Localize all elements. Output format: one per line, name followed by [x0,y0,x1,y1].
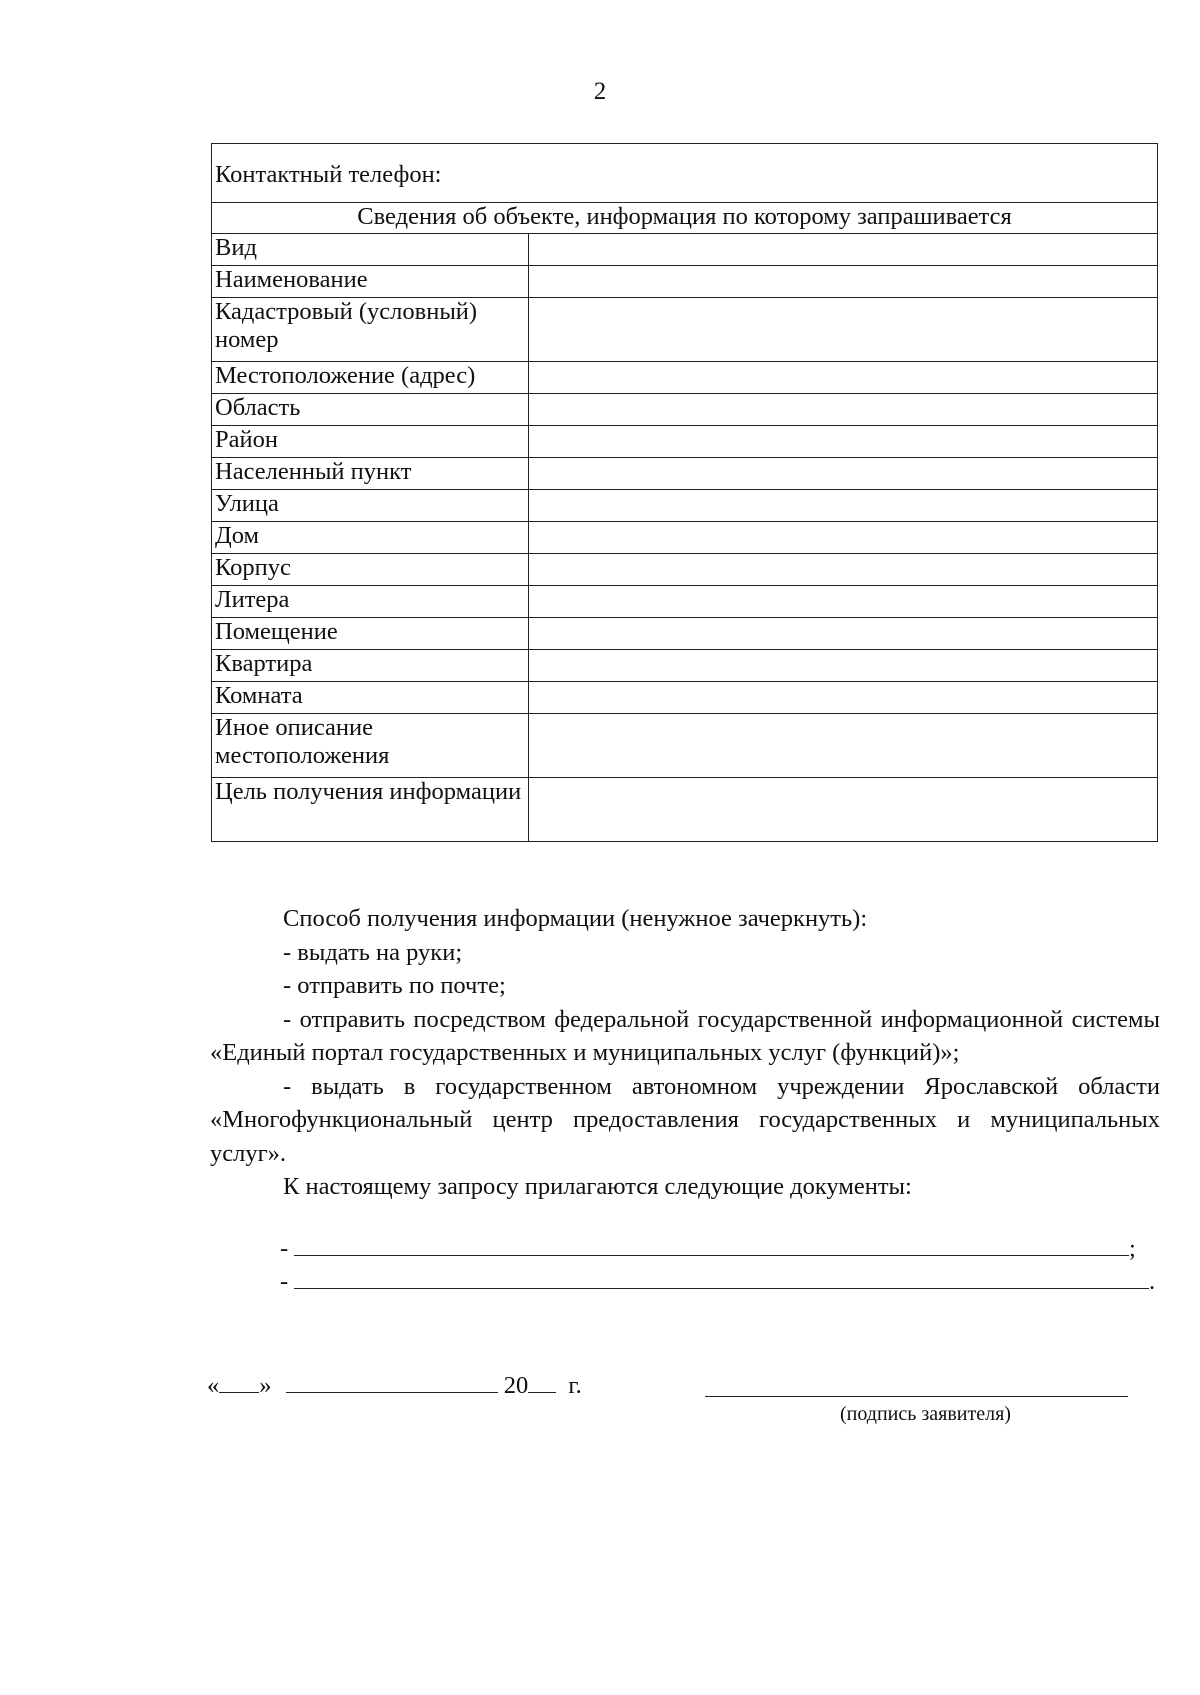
row-label-type: Вид [212,234,529,266]
attachment-line-1[interactable] [280,1233,1136,1263]
row-label-letter: Литера [212,586,529,618]
method-item-hand: - выдать на руки; [283,938,463,966]
method-item-mail: - отправить по почте; [283,972,506,999]
day-blank[interactable] [219,1372,259,1393]
row-label-house: Дом [212,522,529,554]
row-label-building: Корпус [212,554,529,586]
attachment-end: ; [1129,1235,1136,1262]
attachment-line-2[interactable] [280,1266,1155,1296]
table-row [212,362,1158,394]
row-value-house[interactable] [529,522,1158,554]
row-label-other-location: Иное описание местоположения [212,714,529,778]
row-value-street[interactable] [529,490,1158,522]
row-label-district: Район [212,426,529,458]
row-label-apartment: Квартира [212,650,529,682]
table-row [212,778,1158,842]
row-label-cadastral-number: Кадастровый (условный) номер [212,298,529,362]
row-value-room[interactable] [529,682,1158,714]
table-row [212,650,1158,682]
table-row [212,490,1158,522]
row-value-other-location[interactable] [529,714,1158,778]
row-value-region[interactable] [529,394,1158,426]
methods-heading: Способ получения информации (ненужное зачеркнуть): [283,905,868,932]
row-label-name: Наименование [212,266,529,298]
table-row [212,394,1158,426]
table-row [212,586,1158,618]
date-open-quote: « [207,1372,220,1399]
attachment-dash: - [280,1268,289,1295]
row-value-apartment[interactable] [529,650,1158,682]
attachment-blank[interactable] [294,1266,1149,1289]
table-row [212,234,1158,266]
table-row [212,554,1158,586]
date-close-quote: » [259,1372,272,1399]
month-blank[interactable] [286,1372,498,1393]
date-line [207,1372,582,1400]
contact-phone-cell[interactable] [212,144,1158,203]
row-value-type[interactable] [529,234,1158,266]
attachment-dash: - [280,1235,289,1262]
table-row [212,618,1158,650]
row-label-location: Местоположение (адрес) [212,362,529,394]
row-label-street: Улица [212,490,529,522]
year-blank[interactable] [528,1372,556,1393]
delivery-methods [210,902,1160,1204]
table-row [212,522,1158,554]
row-label-premises: Помещение [212,618,529,650]
table-row [212,714,1158,778]
attachment-end: . [1149,1268,1156,1295]
contact-phone-label: Контактный телефон: [215,161,442,188]
row-value-location[interactable] [529,362,1158,394]
method-item-mfc: - выдать в государственном автономном учреждении Ярославской области «Многофункциональный центр предоставления государственных и муниципальных услуг». [210,1072,1160,1167]
year-suffix: г. [568,1372,582,1399]
row-label-region: Область [212,394,529,426]
table-row [212,458,1158,490]
object-info-table [211,143,1158,842]
row-label-settlement: Населенный пункт [212,458,529,490]
signature-line[interactable] [705,1396,1128,1397]
row-value-settlement[interactable] [529,458,1158,490]
row-value-district[interactable] [529,426,1158,458]
row-value-premises[interactable] [529,618,1158,650]
page-number: 2 [593,78,607,105]
row-value-building[interactable] [529,554,1158,586]
attachments-heading: К настоящему запросу прилагаются следующие документы: [283,1173,912,1200]
table-row [212,426,1158,458]
method-item-portal: - отправить посредством федеральной государственной информационной системы «Единый портал государственных и муниципальных услуг (функций)»; [210,1005,1160,1066]
signature-caption: (подпись заявителя) [840,1403,1011,1425]
attachment-blank[interactable] [294,1233,1129,1256]
year-prefix: 20 [503,1372,529,1399]
table-row [212,266,1158,298]
table-row [212,682,1158,714]
row-value-name[interactable] [529,266,1158,298]
table-row [212,298,1158,362]
section-title: Сведения об объекте, информация по которому запрашивается [212,203,1158,234]
row-label-purpose: Цель получения информации [212,778,529,842]
row-value-purpose[interactable] [529,778,1158,842]
row-label-room: Комната [212,682,529,714]
row-value-letter[interactable] [529,586,1158,618]
row-value-cadastral-number[interactable] [529,298,1158,362]
